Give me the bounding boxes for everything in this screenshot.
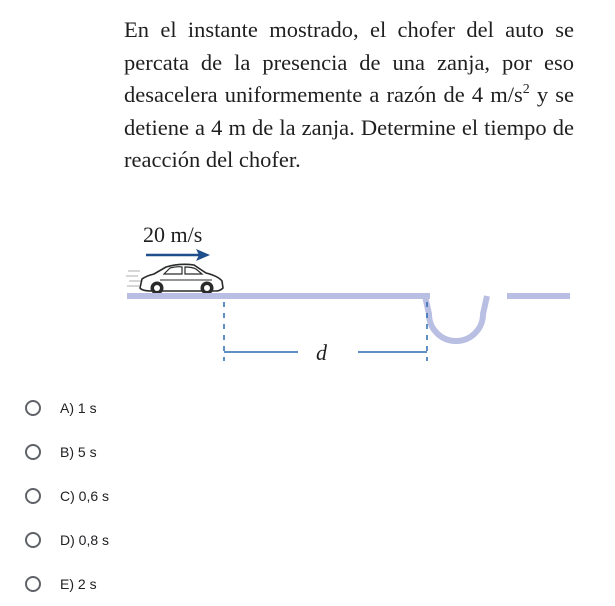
option-d-label: D) 0,8 s [60,532,110,548]
road-right [507,293,570,299]
exponent: 2 [522,82,530,98]
radio-a[interactable] [25,400,41,416]
option-e-label: E) 2 s [60,576,97,592]
radio-e[interactable] [25,576,41,592]
option-a-label: A) 1 s [60,400,97,416]
velocity-arrow-icon [146,249,210,261]
ditch-icon [425,296,487,341]
option-b-label: B) 5 s [60,444,97,460]
answer-options [22,386,322,606]
speed-label: 20 m/s [143,222,203,247]
car-icon [126,264,223,294]
question-text-part1: En el instante mostrado, el chofer del auto se percata de la presencia de una zanja, por eso desacelera uniformemente a razón de 4 m/s [124,17,574,108]
question-text-part2: y se detiene a 4 m de la zanja. Determine el tiempo de reacción del chofer. [124,82,574,173]
question-text [124,14,574,177]
radio-b[interactable] [25,444,41,460]
road-left [127,293,430,299]
option-b[interactable] [22,430,322,474]
option-d[interactable] [22,518,322,562]
distance-label: d [316,340,327,365]
problem-figure [120,218,580,368]
figure-svg [120,218,580,368]
option-e[interactable] [22,562,322,606]
option-c[interactable] [22,474,322,518]
radio-c[interactable] [25,488,41,504]
question-paragraph [124,14,574,177]
radio-d[interactable] [25,532,41,548]
option-c-label: C) 0,6 s [60,488,110,504]
option-a[interactable] [22,386,322,430]
